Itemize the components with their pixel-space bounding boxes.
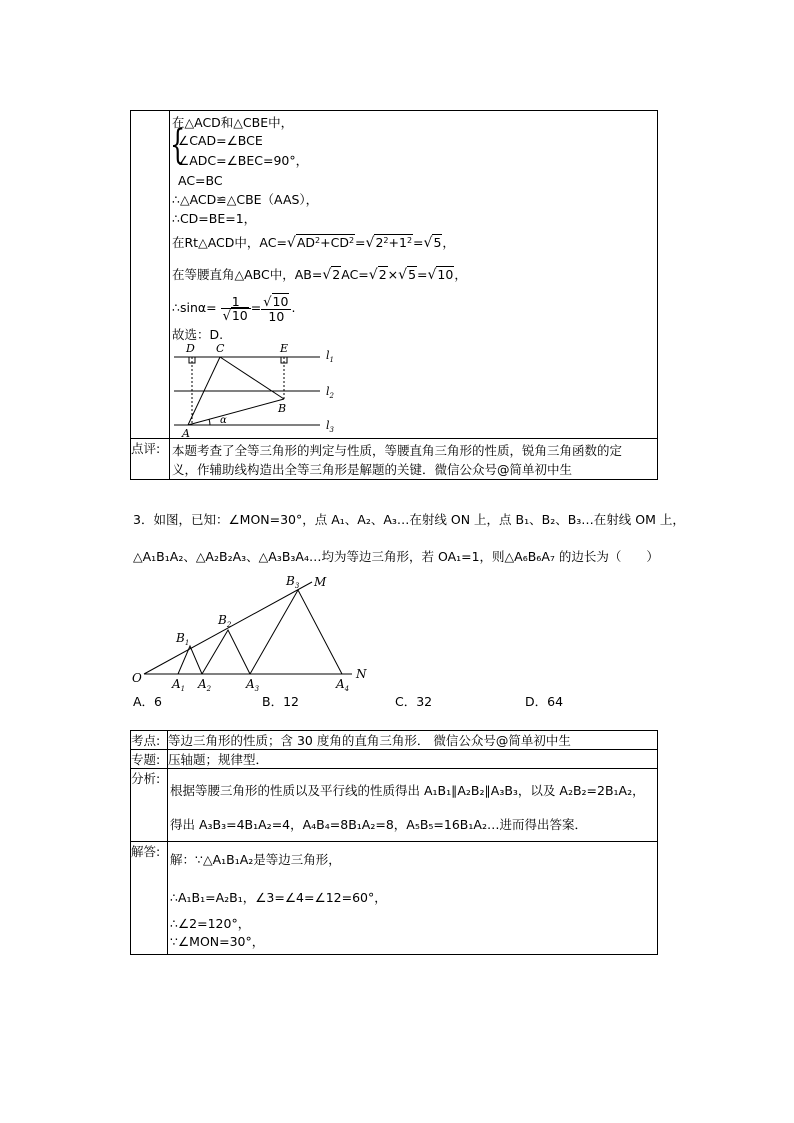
label-a2: $A_2$ xyxy=(198,677,212,693)
option-d[interactable]: D．64 xyxy=(525,694,564,709)
isosceles-line: 在等腰直角△ABC中，AB=√2AC=√2×√5=√10， xyxy=(172,267,467,283)
equilateral-triangles-figure xyxy=(130,572,390,694)
option-c[interactable]: C．32 xyxy=(395,694,433,709)
jieda-line-4: ∵∠MON=30°， xyxy=(170,934,265,949)
label-b3: $B_3$ xyxy=(286,574,300,590)
label-a4: $A_4$ xyxy=(336,677,350,693)
analysis-table xyxy=(130,730,658,955)
fraction-1-over-root10: $\frac{1}{√10}$ xyxy=(221,295,251,323)
jieda-line-1: 解：∵△A₁B₁A₂是等边三角形， xyxy=(170,852,341,867)
sine-line: ∴sinα= $\frac{1}{√10}$ = $\frac{√10}{10}$ . xyxy=(172,293,296,324)
fenxi-line-1: 根据等腰三角形的性质以及平行线的性质得出 A₁B₁∥A₂B₂∥A₃B₃，以及 A₂B₂=2B₁A₂， xyxy=(170,783,645,798)
label-b2: $B_2$ xyxy=(218,613,232,629)
comment-cell xyxy=(170,439,658,480)
jieda-cell xyxy=(168,842,658,955)
sqrt-2-1: $2^2+1^2$ xyxy=(375,235,413,250)
solution-table xyxy=(130,110,658,480)
label-n: N xyxy=(356,667,367,681)
label-b1: $B_1$ xyxy=(176,631,190,647)
fenxi-label: 分析: xyxy=(131,769,168,842)
rt-triangle-line: 在Rt△ACD中，$AC=√AD^2+CD^2=√2^2+1^2=√5$， xyxy=(172,235,455,251)
solution-label-cell xyxy=(131,111,170,439)
label-l1: $l_1$ xyxy=(326,349,334,364)
segment-ab xyxy=(188,399,287,425)
label-l3: $l_3$ xyxy=(326,419,334,434)
sqrt-5: 5 xyxy=(433,235,442,250)
rt-prefix: 在Rt△ACD中，AC= xyxy=(172,235,287,250)
triangle-a2b2a3 xyxy=(202,630,250,674)
label-c: C xyxy=(216,343,225,355)
label-a3: $A_3$ xyxy=(246,677,260,693)
comment-text-2: 义，作辅助线构造出全等三角形是解题的关键．微信公众号@简单初中生 xyxy=(172,462,573,477)
label-d: D xyxy=(186,343,195,355)
condition-3: AC=BC xyxy=(178,173,223,188)
kaodian-text: 等边三角形的性质；含 30 度角的直角三角形． 微信公众号@简单初中生 xyxy=(168,731,658,750)
jieda-line-3: ∴∠2=120°， xyxy=(170,916,251,931)
condition-2: ∠ADC=∠BEC=90°， xyxy=(178,153,309,168)
zhuanti-label: 专题: xyxy=(131,750,168,769)
comment-label: 点评: xyxy=(131,439,170,480)
sqrt-ad-cd: $AD^2+CD^2$ xyxy=(296,235,355,250)
parallel-lines-figure xyxy=(170,343,370,439)
jieda-label: 解答: xyxy=(131,842,168,955)
fraction-root10-over-10: $\frac{√10}{10}$ xyxy=(261,295,291,323)
label-a: A xyxy=(182,427,190,439)
zhuanti-text: 压轴题；规律型． xyxy=(168,750,658,769)
solution-intro: 在△ACD和△CBE中， xyxy=(172,115,294,130)
fenxi-line-2: 得出 A₃B₃=4B₁A₂=4，A₄B₄=8B₁A₂=8，A₅B₅=16B₁A₂…进而得出答案． xyxy=(170,817,587,832)
label-l2: $l_2$ xyxy=(326,385,334,400)
kaodian-label: 考点: xyxy=(131,731,168,750)
label-a1: $A_1$ xyxy=(172,677,186,693)
fenxi-cell xyxy=(168,769,658,842)
system-brace: { xyxy=(170,122,186,168)
answer-choice: 故选：D. xyxy=(172,327,224,342)
solution-content-cell xyxy=(170,111,658,439)
iso-prefix: 在等腰直角△ABC中，AB= xyxy=(172,267,323,282)
jieda-line-2: ∴A₁B₁=A₂B₁，∠3=∠4=∠12=60°， xyxy=(170,890,387,905)
label-o: O xyxy=(132,671,142,685)
question-line-2: △A₁B₁A₂、△A₂B₂A₃、△A₃B₃A₄…均为等边三角形，若 OA₁=1，则△A₆B₆A₇ 的边长为（ ） xyxy=(133,549,659,564)
option-a[interactable]: A．6 xyxy=(133,694,163,709)
cd-equals-be: ∴CD=BE=1， xyxy=(172,211,257,226)
question-line-1: 3．如图，已知：∠MON=30°，点 A₁、A₂、A₃…在射线 ON 上，点 B₁、B₂、B₃…在射线 OM 上， xyxy=(133,512,685,527)
label-m: M xyxy=(314,575,327,589)
label-b: B xyxy=(278,402,287,415)
label-e: E xyxy=(280,343,289,355)
comment-text-1: 本题考查了全等三角形的判定与性质，等腰直角三角形的性质，锐角三角函数的定 xyxy=(172,443,623,458)
label-alpha: α xyxy=(220,415,227,426)
segment-cb xyxy=(220,357,284,399)
triangle-a3b3a4 xyxy=(250,590,342,674)
congruence-statement: ∴△ACD≌△CBE（AAS）， xyxy=(172,192,319,207)
option-b[interactable]: B．12 xyxy=(262,694,299,709)
triangle-a1b1a2 xyxy=(178,646,202,674)
condition-1: ∠CAD=∠BCE xyxy=(178,133,263,148)
alpha-arc xyxy=(209,419,210,425)
sin-prefix: ∴sinα= xyxy=(172,300,217,315)
